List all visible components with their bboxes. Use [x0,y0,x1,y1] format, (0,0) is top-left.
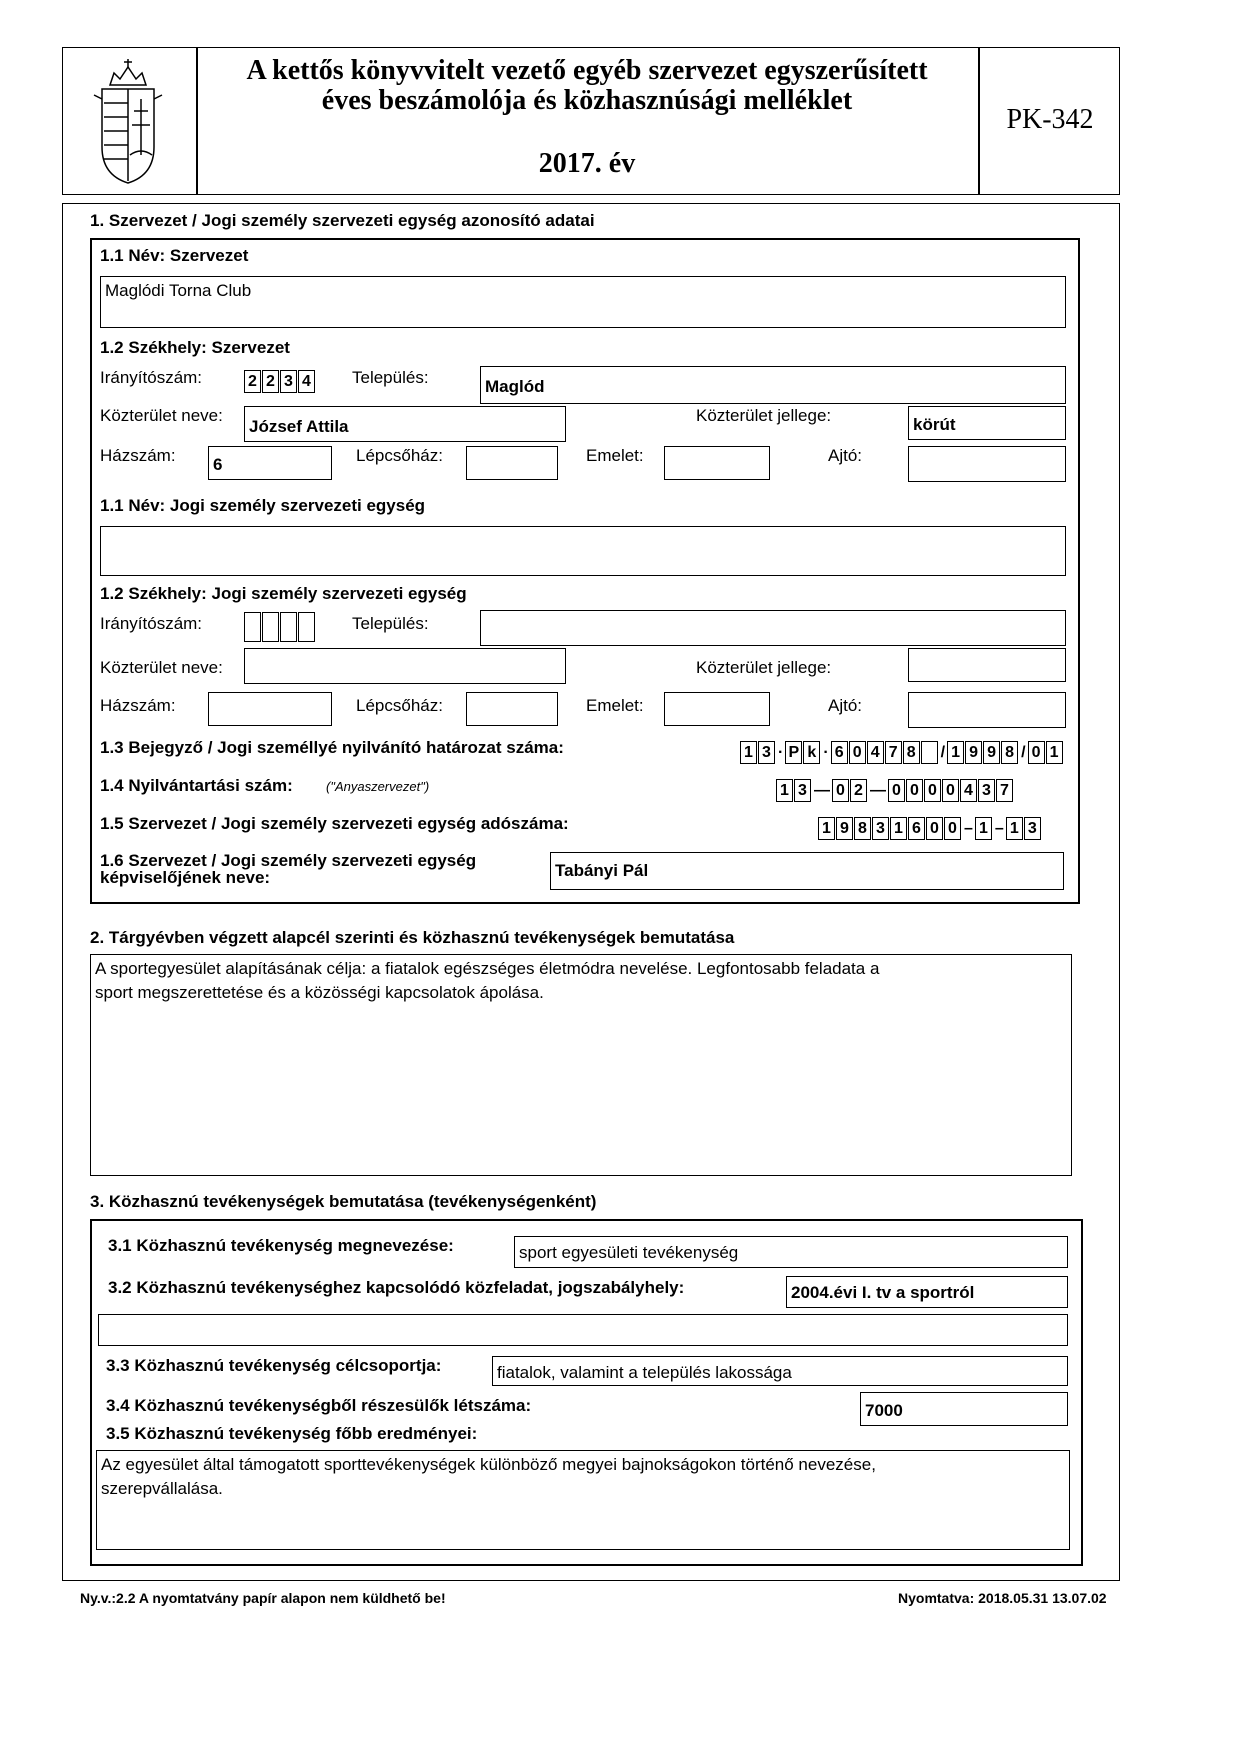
floor-label: Emelet: [586,446,644,465]
street2-field[interactable] [244,648,566,684]
registry-char: 7 [885,741,902,764]
record-char: 4 [960,779,977,802]
tax-dash: – [964,819,973,837]
name-org-label: 1.1 Név: Szervezet [100,246,249,265]
record-field[interactable] [776,779,1014,802]
zip-digit: 2 [262,370,279,393]
zip2-digit [262,612,279,642]
stair-field[interactable] [466,446,558,480]
street-type-field[interactable]: körút [908,406,1066,440]
tax-field[interactable] [818,817,1042,840]
section2-textarea[interactable]: A sportegyesület alapításának célja: a fiatalok egészséges életmódra nevelése. Legfontosabb feladata a sport megszerettetése és a közösségi kapcsolatok ápolása. [90,954,1072,1176]
record-char: 0 [888,779,905,802]
public-task-extra-field[interactable] [98,1314,1068,1346]
door2-field[interactable] [908,692,1066,728]
registry-label: 1.3 Bejegyző / Jogi személlyé nyilvánító határozat száma: [100,738,564,757]
name-org-field[interactable]: Maglódi Torna Club [100,276,1066,328]
registry-char: 1 [1046,741,1063,764]
tax-char: 1 [890,817,907,840]
registry-char: 3 [758,741,775,764]
footer-right: Nyomtatva: 2018.05.31 13.07.02 [898,1590,1107,1606]
registry-dot: · [778,743,784,761]
registry-char: 1 [947,741,964,764]
tax-char: 1 [818,817,835,840]
record-char: 0 [924,779,941,802]
footer-left: Ny.v.:2.2 A nyomtatvány papír alapon nem küldhető be! [80,1590,446,1606]
record-char: 7 [996,779,1013,802]
tax-char: 9 [836,817,853,840]
city-field[interactable]: Maglód [480,366,1066,404]
house-label: Házszám: [100,446,176,465]
registry-char: 9 [983,741,1000,764]
street-type2-field[interactable] [908,648,1066,682]
zip-digit: 3 [280,370,297,393]
door-label: Ajtó: [828,446,863,465]
tax-char: 0 [926,817,943,840]
registry-char: P [785,741,802,764]
form-title-line2: éves beszámolója és közhasznúsági melléklet [321,85,853,116]
zip2-field[interactable] [244,612,316,642]
record-char: 0 [942,779,959,802]
street2-label: Közterület neve: [100,658,223,677]
stair2-label: Lépcsőház: [356,696,443,715]
form-year: 2017. év [538,148,636,179]
zip-label: Irányítószám: [100,368,203,387]
zip-field[interactable] [244,370,316,393]
floor2-field[interactable] [664,692,770,726]
name-legal-label: 1.1 Név: Jogi személy szervezeti egység [100,496,426,515]
record-dash: — [814,781,830,799]
activity-name-field[interactable]: sport egyesületi tevékenység [514,1236,1068,1268]
registry-char: 1 [740,741,757,764]
tax-char: 8 [854,817,871,840]
registry-char: 0 [849,741,866,764]
tax-char: 0 [944,817,961,840]
record-char: 0 [906,779,923,802]
street-type2-label: Közterület jellege: [696,658,832,677]
rep-label-line1: 1.6 Szervezet / Jogi személy szervezeti egység [100,851,477,870]
registry-char: 4 [867,741,884,764]
registry-char: 8 [903,741,920,764]
section2-title: 2. Tárgyévben végzett alapcél szerinti és közhasznú tevékenységek bemutatása [90,928,735,947]
name-legal-field[interactable] [100,526,1066,576]
house2-field[interactable] [208,692,332,726]
tax-char: 6 [908,817,925,840]
form-title [196,56,978,116]
results-label: 3.5 Közhasznú tevékenység főbb eredményei: [106,1424,478,1443]
zip2-label: Irányítószám: [100,614,203,633]
registry-slash: / [1021,743,1026,761]
coat-of-arms-icon [90,55,166,187]
zip2-digit [298,612,315,642]
stair-label: Lépcsőház: [356,446,443,465]
record-label: 1.4 Nyilvántartási szám: [100,776,293,795]
form-title-line1: A kettős könyvvitelt vezető egyéb szervezet egyszerűsített [246,55,928,86]
door2-label: Ajtó: [828,696,863,715]
house-field[interactable]: 6 [208,446,332,480]
registry-char [921,741,938,764]
public-task-label: 3.2 Közhasznú tevékenységhez kapcsolódó közfeladat, jogszabályhely: [108,1278,685,1297]
registry-char: 9 [965,741,982,764]
beneficiary-count-field[interactable]: 7000 [860,1392,1068,1426]
activity-name-label: 3.1 Közhasznú tevékenység megnevezése: [108,1236,454,1255]
street-field[interactable]: József Attila [244,406,566,442]
section3-title: 3. Közhasznú tevékenységek bemutatása (tevékenységenként) [90,1192,597,1211]
tax-char: 3 [872,817,889,840]
rep-field[interactable]: Tabányi Pál [550,852,1064,890]
target-group-field[interactable]: fiatalok, valamint a település lakossága [492,1356,1068,1386]
form-code: PK-342 [1006,104,1094,135]
registry-field[interactable] [740,741,1064,764]
stair2-field[interactable] [466,692,558,726]
door-field[interactable] [908,446,1066,482]
seat-org-label: 1.2 Székhely: Szervezet [100,338,290,357]
registry-char: 8 [1001,741,1018,764]
registry-char: 6 [831,741,848,764]
record-note: ("Anyaszervezet") [326,779,430,794]
registry-char: 0 [1028,741,1045,764]
zip-digit: 4 [298,370,315,393]
tax-char: 3 [1024,817,1041,840]
zip-digit: 2 [244,370,261,393]
registry-char: k [803,741,820,764]
rep-label-line2: képviselőjének neve: [100,868,271,887]
record-char: 3 [978,779,995,802]
registry-slash: / [940,743,946,761]
tax-char: 1 [975,817,992,840]
floor-field[interactable] [664,446,770,480]
tax-char: 1 [1006,817,1023,840]
target-group-label: 3.3 Közhasznú tevékenység célcsoportja: [106,1356,442,1375]
record-char: 2 [850,779,867,802]
beneficiary-count-label: 3.4 Közhasznú tevékenységből részesülők létszáma: [106,1396,532,1415]
city-label: Település: [352,368,429,387]
section1-title: 1. Szervezet / Jogi személy szervezeti egység azonosító adatai [90,211,595,230]
floor2-label: Emelet: [586,696,644,715]
record-char: 3 [794,779,811,802]
record-char: 0 [832,779,849,802]
house2-label: Házszám: [100,696,176,715]
registry-dot: · [823,743,829,761]
tax-dash: – [994,819,1004,837]
record-dash: — [870,781,886,799]
results-textarea[interactable]: Az egyesület által támogatott sporttevékenységek különböző megyei bajnokságokon történő nevezése, szerepvállalása. [96,1450,1070,1550]
zip2-digit [280,612,297,642]
record-char: 1 [776,779,793,802]
street-label: Közterület neve: [100,406,223,425]
public-task-field[interactable]: 2004.évi I. tv a sportról [786,1276,1068,1308]
city2-field[interactable] [480,610,1066,646]
seat-legal-label: 1.2 Székhely: Jogi személy szervezeti egység [100,584,467,603]
tax-label: 1.5 Szervezet / Jogi személy szervezeti egység adószáma: [100,814,569,833]
city2-label: Település: [352,614,429,633]
rep-label [100,852,476,886]
street-type-label: Közterület jellege: [696,406,832,425]
zip2-digit [244,612,261,642]
